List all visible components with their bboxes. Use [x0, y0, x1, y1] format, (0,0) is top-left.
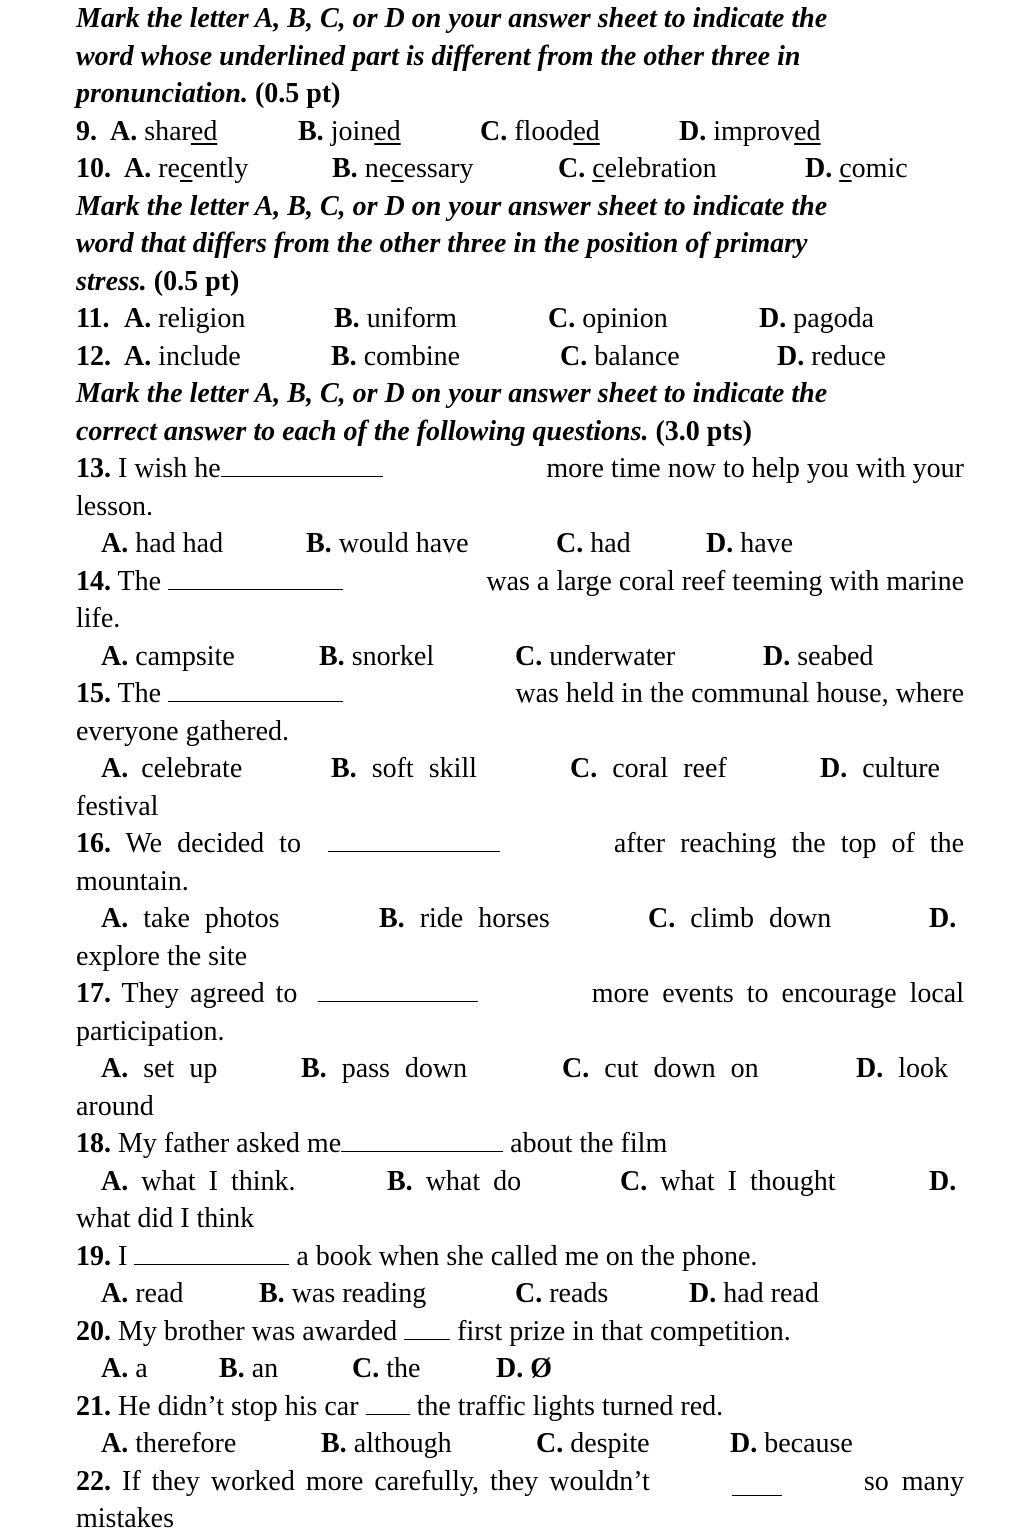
worksheet: Mark the letter A, B, C, or D on your answer sheet to indicate the word whose underlined part is different from the other three in pronunciation. (0.5 pt) 9. A. shared B. joined C. flooded D. improved 10. A. recently B. necessary C. celebration D. comic Mark the letter A, B, C, or D on your answer sheet to indicate the word that differs from the other three in the position of primary stress. (0.5 pt) 11. A. religion B. uniform C. opinion D. pagoda 12. A. include B. combine C. balance D. reduce Mark the letter A, B, C, or D on your answer sheet to indicate the correct answer to each of the following questions. (3.0 pts) 13. I wish he more time now to help you with your lesson. A. had had B. would have C. had D. have 14. The was a large coral reef teeming with marine life. A. campsite B. snorkel C. underwater D. seabed 15. The was held in the communal house, where everyone gathered. A. celebrate B. soft skill C. coral reef D. culture festival 16. We decided to after reaching the top of the mountain. A. take photos B. ride horses C. climb down D. explore the site 17. They agreed to more events to encourage local participation. A. set up B. pass down C. cut down on D. look around 18. My father asked me about the film A. what I think. B. what do C. what I thought D. what did I think 19. I a book when she called me on the phone. A. read B. was reading C. reads D. had read 20. My brother was awarded first prize in that competition. A. a B. an C. the D. Ø 21. He didn’t stop his car the traffic lights turned red. A. therefore B. although C. despite D. because 22. If they worked more carefully, they wouldn’t so many [76, 0, 964, 1500]
option-a[interactable]: A. take photos [101, 903, 280, 934]
option-d[interactable]: D. [929, 1165, 957, 1197]
question-16-options [76, 900, 964, 938]
option-a[interactable]: A. recently [124, 153, 249, 184]
answer-blank[interactable] [134, 1240, 289, 1265]
question-9 [76, 113, 964, 151]
question-15-options [76, 750, 964, 788]
points: (0.5 pt) [153, 265, 240, 297]
answer-blank[interactable] [168, 565, 343, 590]
question-number: 9. [76, 115, 97, 147]
option-d[interactable]: D. seabed [763, 640, 874, 672]
question-21-options [76, 1425, 964, 1463]
option-c[interactable]: C. coral reef [570, 753, 727, 784]
option-d[interactable]: D. culture [820, 753, 940, 784]
option-c[interactable]: C. reads [515, 1278, 609, 1309]
question-16-stem: 16. We decided to after reaching the top of the [76, 828, 964, 859]
instruction-stress-line3: stress. (0.5 pt) [76, 265, 240, 297]
option-b[interactable]: B. pass down [301, 1053, 468, 1084]
option-c[interactable]: C. cut down on [562, 1053, 759, 1084]
instruction-pronunciation-line2: word whose underlined part is different from the other three in [76, 40, 801, 72]
option-b[interactable]: B. soft skill [331, 753, 477, 784]
option-d[interactable]: D. comic [805, 153, 908, 184]
option-d[interactable]: D. Ø [496, 1353, 553, 1384]
answer-blank[interactable] [732, 1471, 782, 1496]
option-a[interactable]: A. what I think. [101, 1165, 296, 1197]
option-c[interactable]: C. climb down [648, 903, 832, 934]
question-number: 11. [76, 303, 110, 334]
question-number: 10. [76, 153, 111, 184]
answer-blank[interactable] [168, 677, 343, 702]
option-b[interactable]: B. was reading [259, 1278, 427, 1309]
option-a[interactable]: A. read [101, 1278, 184, 1309]
option-a[interactable]: A. include [124, 340, 241, 372]
option-c[interactable]: C. underwater [515, 640, 676, 672]
instruction-stress-line1: Mark the letter A, B, C, or D on your answer sheet to indicate the [76, 190, 828, 222]
question-number: 12. [76, 340, 111, 372]
points: (0.5 pt) [254, 78, 341, 109]
option-a[interactable]: A. therefore [101, 1428, 237, 1459]
question-14-stem: 14. The was a large coral reef teeming with marine [76, 565, 964, 597]
question-13-options [76, 525, 964, 563]
option-b[interactable]: B. would have [306, 528, 469, 559]
option-d[interactable]: D. pagoda [759, 303, 875, 334]
question-17-stem: 17. They agreed to more events to encourage local [76, 978, 964, 1009]
option-c[interactable]: C. celebration [558, 153, 717, 184]
option-b[interactable]: B. joined [298, 115, 401, 147]
option-b[interactable]: B. although [321, 1428, 452, 1459]
option-b[interactable]: B. snorkel [319, 640, 435, 672]
question-14-options [76, 638, 964, 676]
instruction-stress-line2: word that differs from the other three in the position of primary [76, 228, 808, 259]
question-15-stem: 15. The was held in the communal house, where [76, 678, 964, 709]
option-c[interactable]: C. flooded [480, 115, 600, 147]
question-10 [76, 150, 964, 188]
option-d[interactable]: D. because [730, 1428, 853, 1459]
option-d[interactable]: D. [929, 903, 957, 934]
option-c[interactable]: C. opinion [548, 303, 668, 334]
question-17-options [76, 1050, 964, 1088]
option-b[interactable]: B. uniform [334, 303, 457, 334]
answer-blank[interactable] [341, 1127, 503, 1152]
option-d[interactable]: D. have [706, 528, 794, 559]
option-b[interactable]: B. necessary [332, 153, 474, 184]
question-13-stem: 13. I wish he more time now to help you with your [76, 453, 964, 484]
question-19-stem: 19. I a book when she called me on the phone. [76, 1240, 758, 1272]
option-a[interactable]: A. shared [110, 115, 218, 147]
question-18-stem: 18. My father asked me about the film [76, 1128, 668, 1159]
option-b[interactable]: B. ride horses [379, 903, 550, 934]
option-b[interactable]: B. combine [331, 340, 461, 372]
question-20-options [76, 1350, 964, 1388]
option-d[interactable]: D. look [856, 1053, 949, 1084]
option-c[interactable]: C. the [352, 1353, 421, 1384]
answer-blank[interactable] [318, 977, 478, 1002]
option-c[interactable]: C. what I thought [620, 1165, 836, 1197]
question-11 [76, 300, 964, 338]
question-21-stem: 21. He didn’t stop his car the traffic lights turned red. [76, 1390, 724, 1422]
cut-off-line: mistakes [76, 1503, 174, 1534]
answer-blank[interactable] [221, 452, 383, 477]
option-b[interactable]: B. what do [387, 1165, 522, 1197]
question-20-stem: 20. My brother was awarded first prize in that competition. [76, 1315, 791, 1347]
option-c[interactable]: C. despite [536, 1428, 650, 1459]
instruction-pronunciation-line1: Mark the letter A, B, C, or D on your answer sheet to indicate the [76, 3, 828, 34]
instruction-questions-line1: Mark the letter A, B, C, or D on your answer sheet to indicate the [76, 378, 828, 409]
option-b[interactable]: B. an [219, 1353, 279, 1384]
answer-blank[interactable] [366, 1390, 410, 1415]
question-18-options [76, 1163, 964, 1201]
instruction-questions-line2: correct answer to each of the following questions. (3.0 pts) [76, 415, 752, 447]
option-a[interactable]: A. celebrate [101, 753, 243, 784]
option-c[interactable]: C. balance [560, 340, 680, 372]
points: (3.0 pts) [655, 415, 752, 447]
option-d[interactable]: D. improved [679, 115, 821, 147]
question-22-stem: 22. If they worked more carefully, they wouldn’t so many [76, 1465, 964, 1497]
option-a[interactable]: A. a [101, 1353, 148, 1384]
option-d[interactable]: D. had read [689, 1278, 819, 1309]
instruction-pronunciation-line3: pronunciation. (0.5 pt) [76, 78, 341, 109]
question-19-options [76, 1275, 964, 1313]
option-a[interactable]: A. campsite [101, 640, 235, 672]
option-c[interactable]: C. had [556, 528, 631, 559]
option-d[interactable]: D. reduce [777, 340, 886, 372]
answer-blank[interactable] [328, 827, 500, 852]
question-12 [76, 338, 964, 376]
option-a[interactable]: A. religion [124, 303, 246, 334]
answer-blank[interactable] [404, 1315, 450, 1340]
option-a[interactable]: A. had had [101, 528, 224, 559]
option-a[interactable]: A. set up [101, 1053, 218, 1084]
